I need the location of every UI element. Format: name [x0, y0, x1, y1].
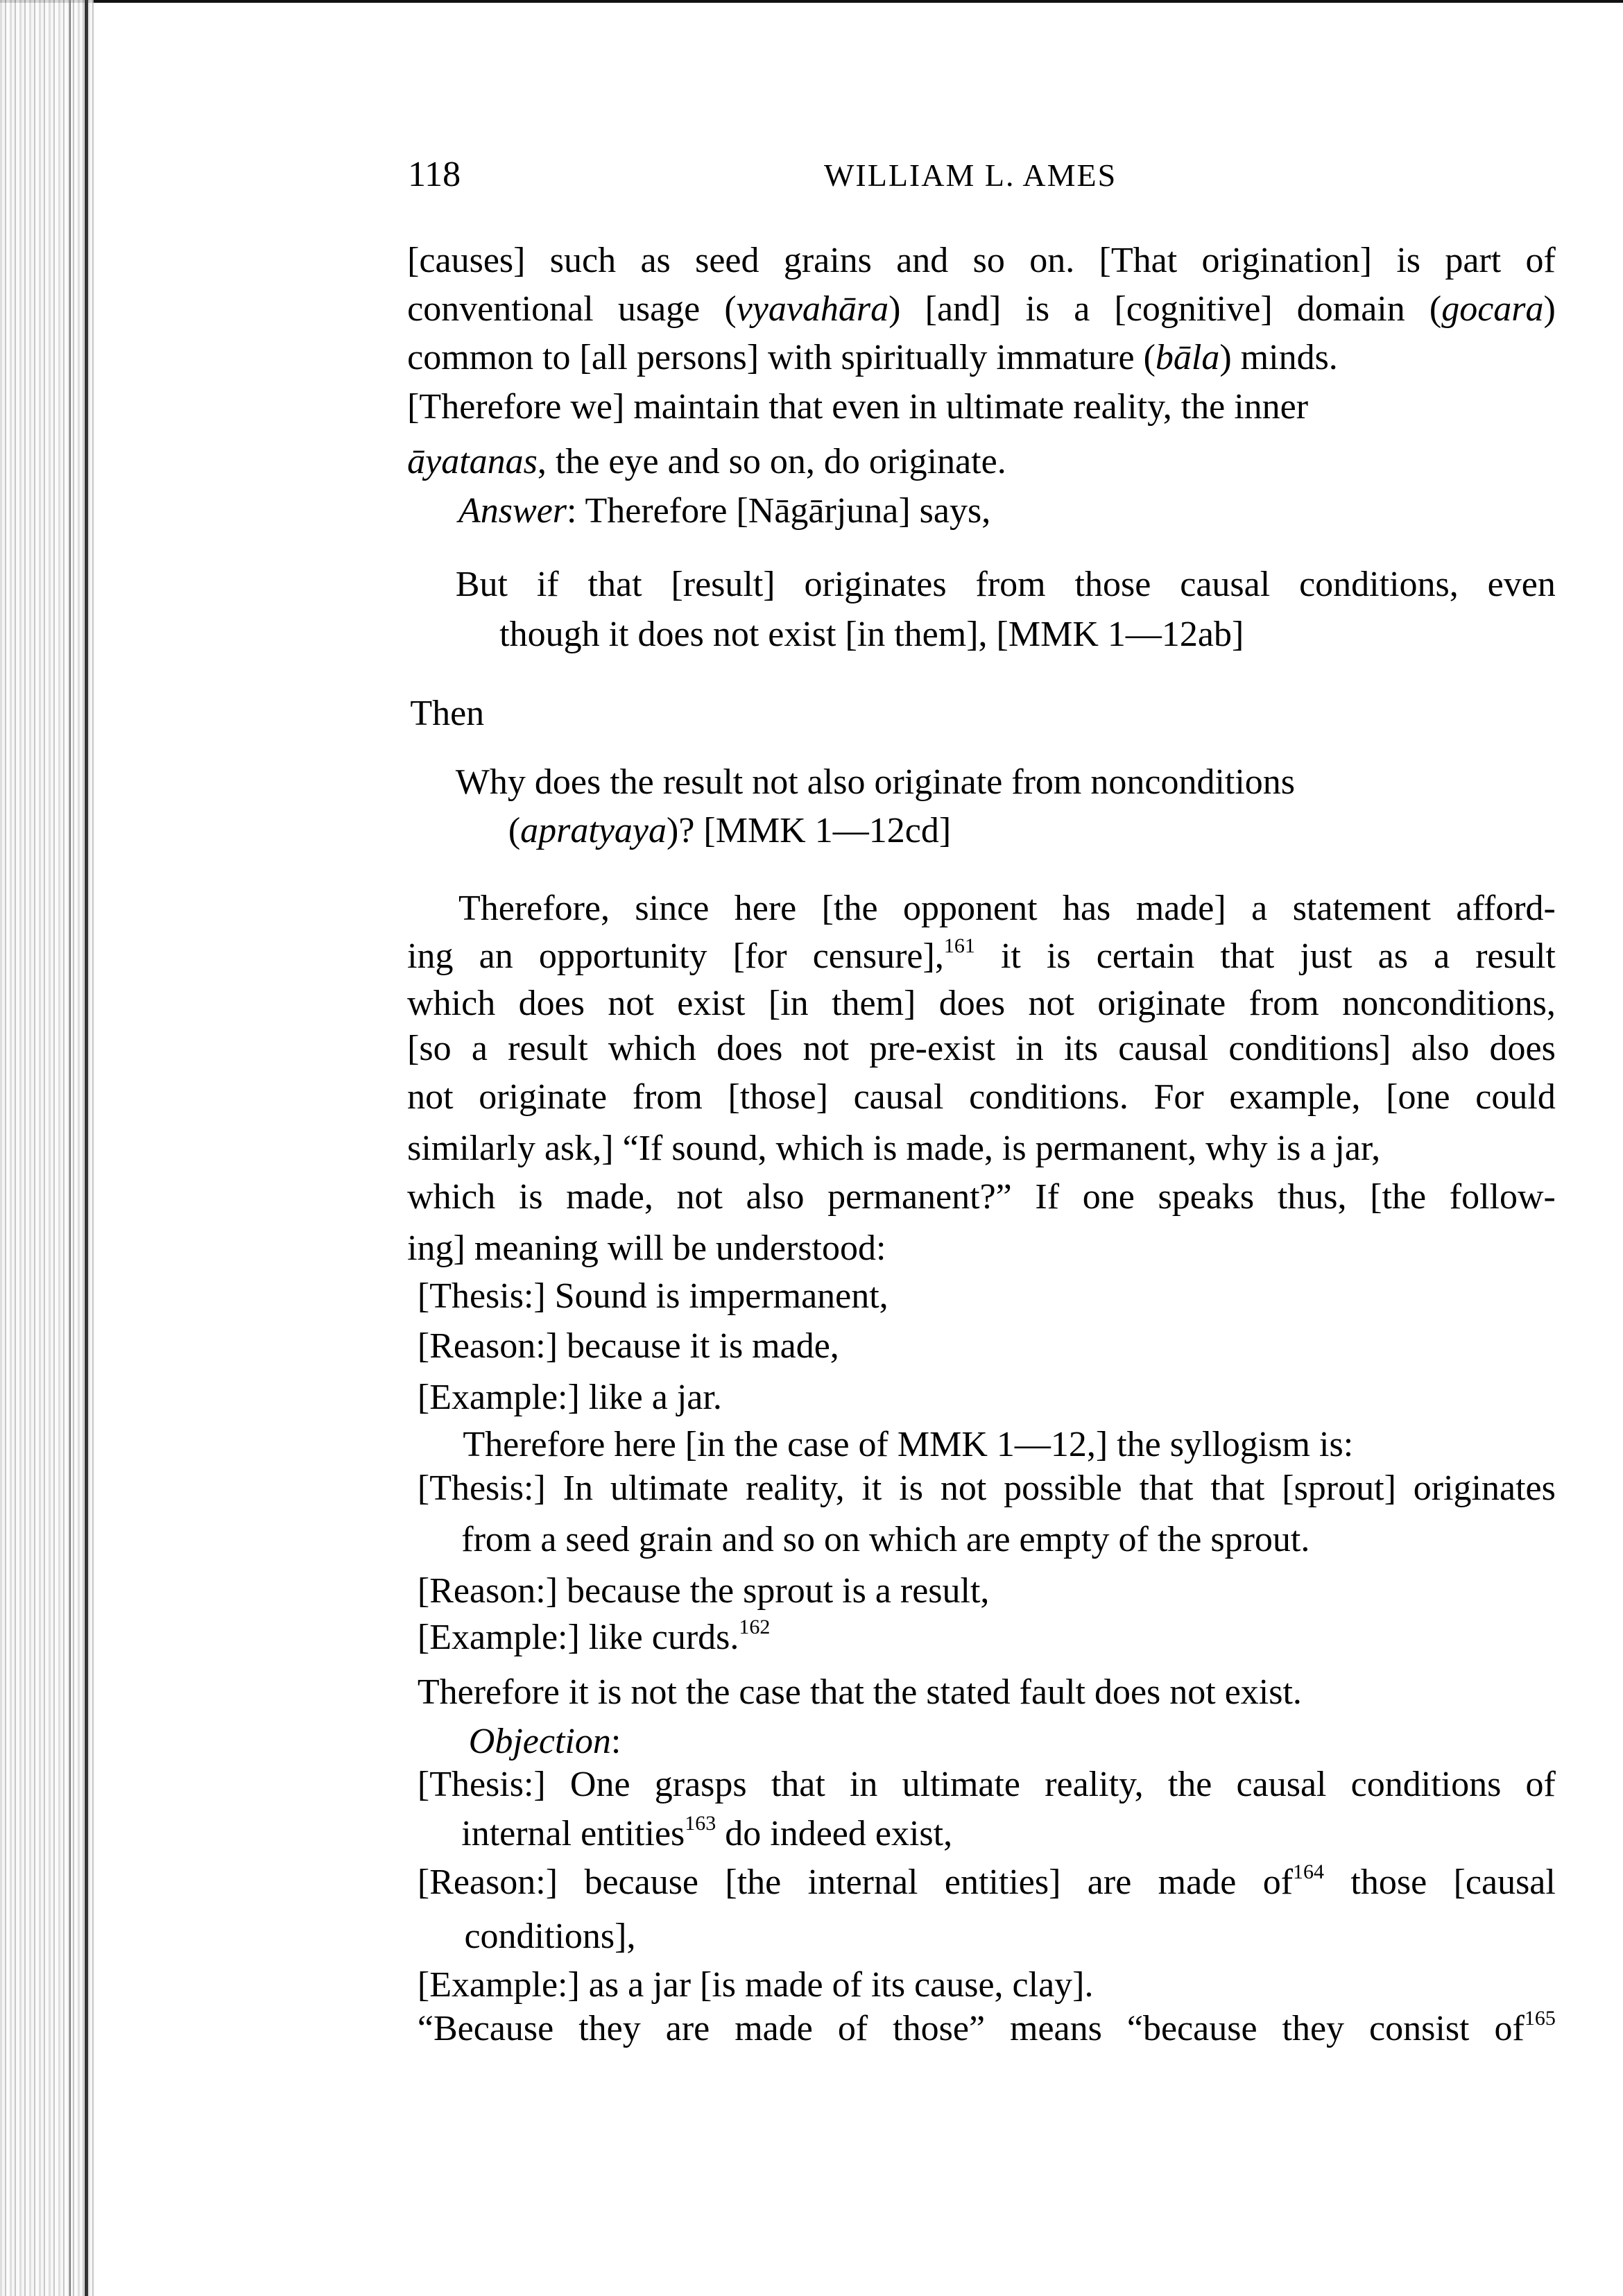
footnote-marker: 163 [685, 1812, 716, 1835]
text-run: , the eye and so on, do originate. [537, 441, 1006, 481]
footnote-marker: 164 [1293, 1860, 1325, 1883]
text-run: [Reason:] because it is made, [417, 1326, 839, 1367]
binding-edge [69, 0, 71, 2296]
text-run: Then [410, 693, 485, 733]
text-line [407, 287, 1556, 332]
text-run: internal entities [461, 1814, 685, 1854]
text-line [407, 1175, 1556, 1219]
text-run: : [610, 1722, 621, 1762]
text-line [407, 336, 1338, 380]
text-run: Therefore, since here [the opponent has made] a statement afford- [458, 888, 1556, 928]
italic-term: gocara [1441, 289, 1544, 329]
text-line [456, 760, 1295, 805]
running-head: WILLIAM L. AMES [824, 157, 1117, 193]
text-line [508, 809, 951, 853]
text-run: ( [508, 810, 521, 850]
text-run: [Example:] as a jar [is made of its cause, clay]. [417, 1964, 1094, 2005]
text-line [418, 1466, 1556, 1511]
page-number: 118 [408, 155, 461, 194]
text-line [456, 563, 1556, 607]
text-line [463, 1423, 1353, 1467]
text-run: [Reason:] because the sprout is a result, [417, 1570, 990, 1611]
text-run: common to [all persons] with spiritually immature ( [407, 337, 1156, 377]
text-run: not originate from [those] causal conditions. For example, [one could [407, 1077, 1556, 1117]
text-run: [causes] such as seed grains and so on. [That origination] is part of [407, 241, 1556, 281]
footnote-marker: 161 [943, 934, 975, 958]
italic-term: apratyaya [520, 810, 667, 850]
text-line [418, 1274, 888, 1319]
text-line [407, 1126, 1380, 1171]
text-line [418, 1670, 1302, 1715]
text-line [407, 934, 1556, 979]
text-line [418, 1324, 839, 1369]
text-run: similarly ask,] “If sound, which is made, is permanent, why is a jar, [407, 1129, 1381, 1169]
text-line [418, 1860, 1556, 1905]
text-line [461, 1812, 952, 1856]
text-line [407, 440, 1006, 484]
text-run: [Reason:] because [the internal entities] are made of [417, 1862, 1294, 1903]
text-line [418, 1963, 1094, 2007]
text-line [407, 1075, 1556, 1120]
text-run: from a seed grain and so on which are empty of the sprout. [461, 1519, 1310, 1559]
footnote-marker: 165 [1524, 2007, 1556, 2030]
text-line [410, 692, 484, 736]
text-run: Therefore it is not the case that the stated fault does not exist. [417, 1672, 1302, 1712]
text-line [418, 2007, 1556, 2051]
scan-border [0, 0, 1623, 3]
text-run: ) [and] is a [cognitive] domain ( [888, 289, 1442, 329]
text-line [418, 1376, 722, 1420]
text-run: ing an opportunity [for censure], [407, 936, 944, 977]
text-run: [Thesis:] One grasps that in ultimate reality, the causal conditions of [417, 1764, 1556, 1804]
binding-edge [85, 0, 88, 2296]
text-run: [so a result which does not pre-exist in its causal conditions] also does [407, 1029, 1556, 1069]
text-line [407, 1027, 1556, 1071]
text-run: ) minds. [1219, 337, 1338, 377]
text-run: which is made, not also permanent?” If one speaks thus, [the follow- [407, 1176, 1556, 1217]
text-line [418, 1763, 1556, 1807]
text-line [499, 612, 1244, 657]
text-run: it is certain that just as a result [974, 936, 1556, 977]
text-line [418, 1616, 771, 1660]
text-line [458, 886, 1556, 931]
text-run: conditions], [464, 1917, 636, 1957]
text-run: But if that [result] originates from those causal conditions, even [455, 564, 1556, 604]
text-line [461, 1518, 1309, 1562]
italic-term: bāla [1155, 337, 1220, 377]
text-line [458, 489, 990, 533]
text-run: [Example:] like a jar. [417, 1378, 722, 1418]
text-line [407, 1226, 886, 1271]
italic-term: Objection [468, 1722, 611, 1762]
italic-term: āyatanas [407, 441, 538, 481]
text-run: those [causal [1324, 1862, 1556, 1903]
text-run: [Therefore we] maintain that even in ultimate reality, the inner [407, 387, 1309, 427]
text-run: ) [1543, 289, 1556, 329]
text-run: Therefore here [in the case of MMK 1—12,] the syllogism is: [463, 1424, 1354, 1464]
text-run: Why does the result not also originate from nonconditions [455, 762, 1296, 803]
text-run: “Because they are made of those” means “because they consist of [417, 2009, 1525, 2049]
text-run: [Thesis:] In ultimate reality, it is not possible that that [sprout] originates [417, 1468, 1556, 1509]
text-line [407, 239, 1556, 283]
text-line [469, 1720, 621, 1764]
text-run: do indeed exist, [716, 1814, 953, 1854]
italic-term: Answer [458, 491, 567, 531]
text-run: [Example:] like curds. [417, 1618, 739, 1658]
text-run: ing] meaning will be understood: [407, 1228, 886, 1268]
text-run: )? [MMK 1—12cd] [667, 810, 952, 850]
footnote-marker: 162 [739, 1616, 771, 1639]
text-run: which does not exist [in them] does not originate from nonconditions, [407, 983, 1556, 1023]
book-binding-shadow [0, 0, 94, 2296]
text-run: conventional usage ( [407, 289, 737, 329]
text-run: though it does not exist [in them], [MMK 1—12ab] [499, 614, 1244, 654]
text-line [418, 1569, 990, 1613]
text-line [464, 1914, 635, 1959]
text-run: : Therefore [Nāgārjuna] says, [567, 491, 991, 531]
text-run: [Thesis:] Sound is impermanent, [417, 1276, 888, 1317]
text-line [407, 385, 1308, 429]
text-line [407, 982, 1556, 1026]
italic-term: vyavahāra [736, 289, 889, 329]
